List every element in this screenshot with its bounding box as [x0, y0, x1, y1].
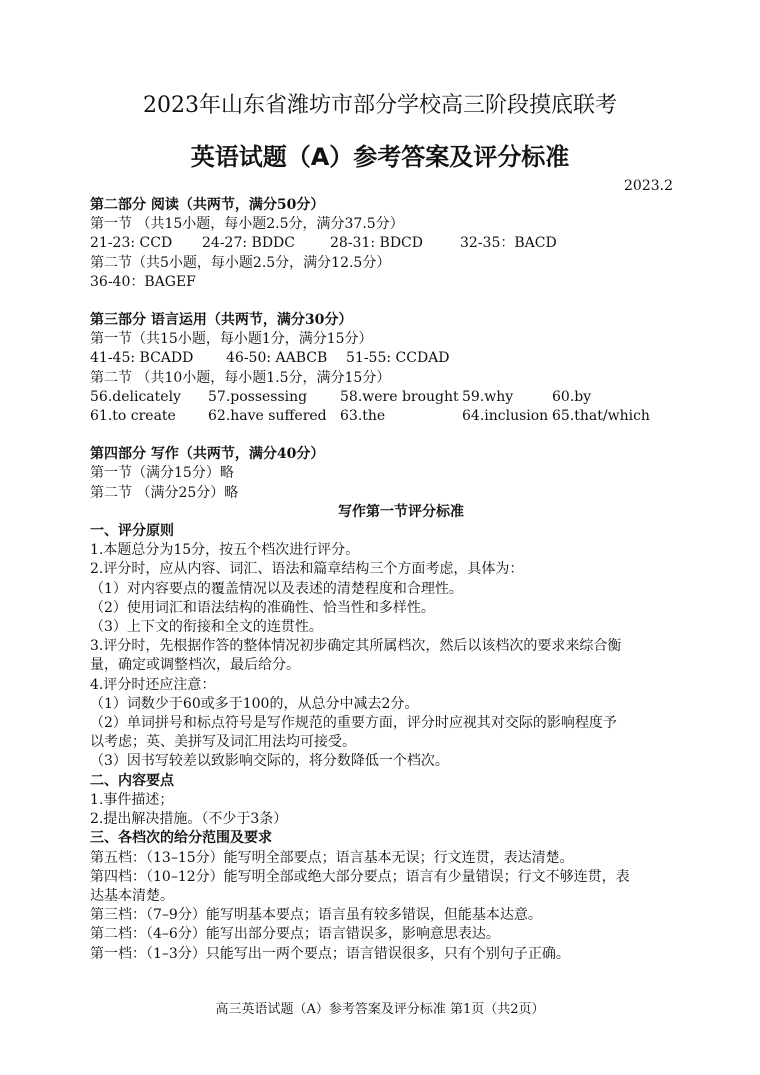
- answer-item: 56.delicately: [90, 388, 181, 405]
- answer-group: 32-35：BACD: [460, 235, 557, 252]
- levels-heading: 三、各档次的给分范围及要求: [90, 830, 272, 847]
- language-heading: 第三部分 语言运用（共两节，满分30分）: [90, 312, 353, 329]
- principle-1: 1.本题总分为15分，按五个档次进行评分。: [90, 542, 360, 559]
- reading-section2-answers: 36-40：BAGEF: [90, 273, 196, 290]
- content-point-1: 1.事件描述；: [90, 791, 174, 808]
- principle-3-cont: 量，确定或调整档次，最后给分。: [90, 657, 300, 674]
- writing-heading: 第四部分 写作（共两节，满分40分）: [90, 446, 325, 463]
- exam-title: 2023年山东省潍坊市部分学校高三阶段摸底联考: [143, 93, 617, 118]
- document-body: [90, 196, 682, 964]
- answer-group: 28-31: BDCD: [330, 235, 423, 252]
- level-4-cont: 达基本清楚。: [90, 887, 174, 904]
- level-2: 第二档：（4–6分）能写出部分要点；语言错误多，影响意思表达。: [90, 926, 500, 943]
- principle-3: 3.评分时，先根据作答的整体情况初步确定其所属档次，然后以该档次的要求来综合衡: [90, 638, 622, 655]
- language-section2-row1: [90, 388, 682, 407]
- answer-item: 61.to create: [90, 408, 176, 425]
- answer-item: 57.possessing: [208, 388, 308, 405]
- answer-item: 64.inclusion: [462, 408, 549, 425]
- document-date: 2023.2: [624, 178, 673, 194]
- principle-4a: （1）词数少于60或多于100的，从总分中减去2分。: [90, 695, 419, 712]
- language-section2-desc: 第二节 （共10小题，每小题1.5分，满分15分）: [90, 369, 391, 386]
- answer-item: 60.by: [552, 388, 592, 405]
- page-footer: 高三英语试题（A）参考答案及评分标准 第1页（共2页）: [215, 1002, 545, 1017]
- reading-section1-desc: 第一节 （共15小题，每小题2.5分，满分37.5分）: [90, 216, 404, 233]
- writing-section1: 第一节（满分15分）略: [90, 465, 234, 482]
- document-subtitle: 英语试题（A）参考答案及评分标准: [190, 143, 570, 171]
- principle-4b: （2）单词拼号和标点符号是写作规范的重要方面，评分时应视其对交际的影响程度予: [90, 715, 617, 732]
- answer-group: 51-55: CCDAD: [346, 350, 450, 367]
- points-heading: 二、内容要点: [90, 772, 174, 789]
- principle-2c: （3）上下文的衔接和全文的连贯性。: [90, 619, 323, 636]
- reading-section2-desc: 第二节（共5小题，每小题2.5分，满分12.5分）: [90, 254, 391, 271]
- answer-group: 46-50: AABCB: [226, 350, 328, 367]
- answer-group: 21-23: CCD: [90, 235, 173, 252]
- answer-group: 41-45: BCADD: [90, 350, 194, 367]
- answer-item: 65.that/which: [552, 408, 650, 425]
- principle-4c: （3）因书写较差以致影响交际的，将分数降低一个档次。: [90, 753, 449, 770]
- language-section1-answers: [90, 349, 682, 368]
- principle-2b: （2）使用词汇和语法结构的准确性、恰当性和多样性。: [90, 599, 435, 616]
- principle-2a: （1）对内容要点的覆盖情况以及表述的清楚程度和合理性。: [90, 580, 463, 597]
- reading-heading: 第二部分 阅读（共两节，满分50分）: [90, 197, 325, 213]
- level-4: 第四档：（10–12分）能写明全部或绝大部分要点；语言有少量错误；行文不够连贯，表: [90, 868, 630, 885]
- answer-item: 63.the: [340, 408, 386, 425]
- principle-4b-cont: 以考虑；英、美拼写及词汇用法均可接受。: [90, 734, 356, 751]
- language-section1-desc: 第一节（共15小题，每小题1分，满分15分）: [90, 331, 373, 348]
- level-5: 第五档：（13–15分）能写明全部要点；语言基本无误；行文连贯，表达清楚。: [90, 849, 574, 866]
- writing-standard-title: 写作第一节评分标准: [338, 503, 464, 520]
- level-3: 第三档：（7–9分）能写明基本要点；语言虽有较多错误，但能基本达意。: [90, 907, 542, 924]
- language-section2-row2: [90, 407, 682, 426]
- content-point-2: 2.提出解决措施。（不少于3条）: [90, 811, 288, 828]
- level-1: 第一档：（1–3分）只能写出一两个要点；语言错误很多，只有个别句子正确。: [90, 945, 570, 962]
- principles-heading: 一、评分原则: [90, 523, 174, 540]
- answer-group: 24-27: BDDC: [202, 235, 295, 252]
- answer-item: 58.were brought: [340, 388, 459, 405]
- answer-item: 59.why: [462, 388, 514, 405]
- principle-4: 4.评分时还应注意：: [90, 676, 216, 693]
- principle-2: 2.评分时，应从内容、词汇、语法和篇章结构三个方面考虑，具体为：: [90, 561, 524, 578]
- answer-item: 62.have suffered: [208, 408, 327, 425]
- reading-section1-answers: [90, 234, 682, 253]
- writing-section2: 第二节 （满分25分）略: [90, 484, 239, 501]
